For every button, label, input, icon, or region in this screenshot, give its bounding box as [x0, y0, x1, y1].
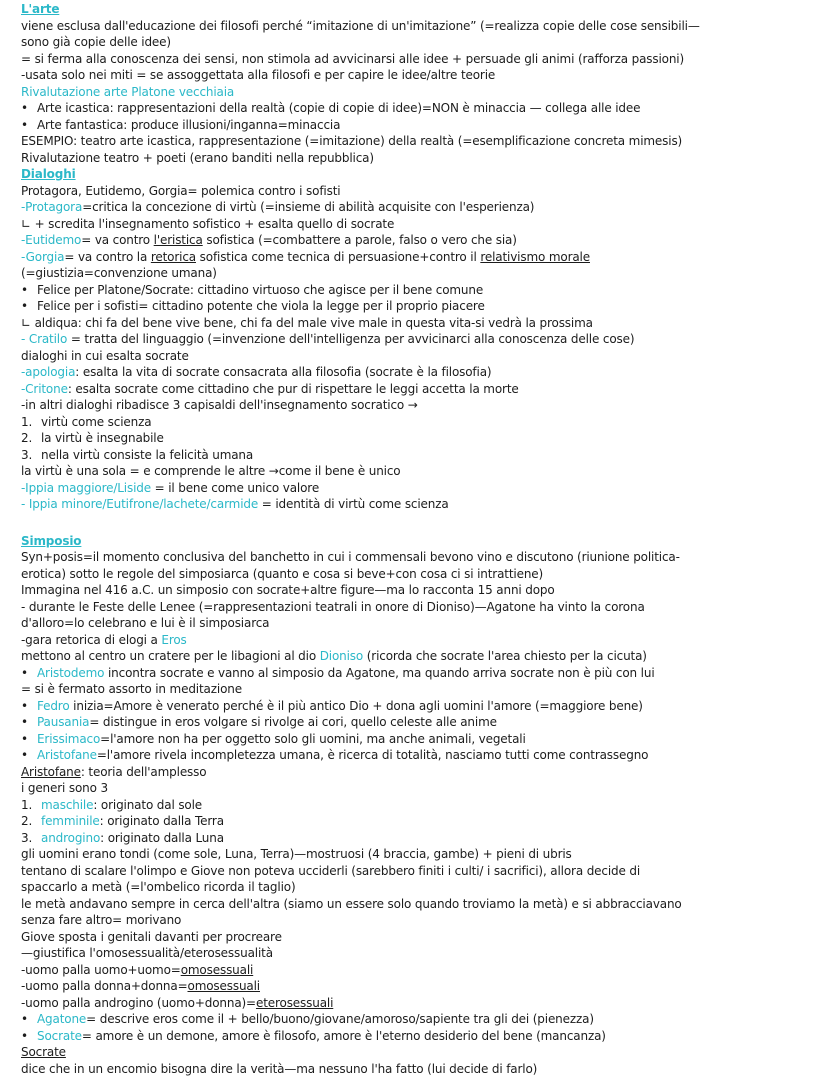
note-text: tentano di scalare l'olimpo e Giove non poteva ucciderli (sarebbero finiti i culti/ i sacrifici), allora decide di — [21, 863, 641, 878]
note-text: : teoria dell'amplesso — [80, 764, 207, 779]
highlighted-term: -Ippia maggiore/Liside — [21, 480, 151, 495]
highlighted-term: -Eutidemo — [21, 233, 82, 247]
note-line — [21, 166, 814, 183]
note-line — [21, 364, 814, 381]
note-text: Aristofane — [21, 764, 81, 779]
bullet-marker: • — [21, 117, 28, 132]
note-line — [21, 747, 814, 764]
note-line — [21, 995, 814, 1012]
note-text: : esalta la vita di socrate consacrata alla filosofia (socrate è la filosofia) — [75, 365, 492, 379]
note-line — [21, 533, 814, 550]
note-text: ESEMPIO: teatro arte icastica, rappresentazione (=imitazione) della realtà (=esemplificazione concreta mimesis) — [21, 134, 683, 148]
note-text: (ricorda che socrate l'area chiesto per la cicuta) — [363, 649, 647, 663]
note-text: -uomo palla donna+donna= — [21, 979, 188, 993]
section-heading: Simposio — [21, 533, 82, 548]
note-text: virtù come scienza — [41, 414, 152, 429]
note-line — [21, 282, 814, 299]
note-text: = distingue in eros volgare si rivolge ai cori, quello celeste alle anime — [89, 715, 497, 729]
note-line — [21, 117, 814, 134]
section-gap — [21, 513, 814, 533]
note-line — [21, 397, 814, 414]
note-text: = amore è un demone, amore è filosofo, amore è l'eterno desiderio del bene (mancanza) — [81, 1028, 606, 1043]
note-text: incontra socrate e vanno al simposio da Agatone, ma quando arriva socrate non è più con lui — [104, 665, 655, 680]
note-text: eterosessuali — [255, 995, 334, 1010]
note-text: ∟ + screditа l'insegnamento sofistico + esalta quello di socrate — [21, 216, 395, 231]
note-text: -usata solo nei miti = se assoggettata alla filosofi e per capire le idee/altre teorie — [21, 68, 496, 82]
note-text: retorica — [150, 249, 196, 264]
note-text: Immagina nel 416 a.C. un simposio con socrate+altre figure—ma lo racconta 15 anni dopo — [21, 583, 555, 597]
note-line — [21, 549, 814, 566]
note-text: —giustifica l'omosessualità/eterosessualità — [21, 946, 273, 960]
note-text: -uomo palla androgino (uomo+donna)= — [21, 995, 256, 1010]
note-line — [21, 216, 814, 233]
note-text: nella virtù consiste la felicità umana — [41, 447, 254, 462]
note-text: -in altri dialoghi ribadisce 3 capisaldi dell'insegnamento socratico → — [21, 398, 418, 412]
note-line — [21, 1011, 814, 1028]
note-text: Socrate — [21, 1045, 66, 1059]
note-text: -uomo palla uomo+uomo= — [21, 962, 181, 977]
note-line — [21, 183, 814, 200]
note-line — [21, 1, 814, 18]
note-text: mettono al centro un cratere per le libagioni al dio — [21, 649, 320, 663]
note-line — [21, 714, 814, 731]
note-text: = va contro la — [64, 249, 151, 264]
note-line — [21, 945, 814, 962]
note-text: i generi sono 3 — [21, 781, 108, 795]
highlighted-term: femminile — [41, 814, 100, 828]
highlighted-term: Socrate — [37, 1028, 82, 1043]
note-text: Felice per i sofisti= cittadino potente che viola la legge per il proprio piacere — [37, 299, 485, 313]
note-line — [21, 150, 814, 167]
highlighted-term: Dioniso — [319, 649, 364, 663]
section-heading: Dialoghi — [21, 167, 76, 181]
bullet-marker: • — [21, 282, 28, 297]
note-line — [21, 731, 814, 748]
note-line — [21, 199, 814, 216]
note-line — [21, 830, 814, 847]
note-text: d'alloro=lo celebrano e lui è il simposiarca — [21, 616, 270, 630]
list-number: 2. — [21, 814, 33, 828]
note-line — [21, 315, 814, 332]
highlighted-term: Agatone — [37, 1012, 87, 1026]
note-line — [21, 615, 814, 632]
note-line — [21, 863, 814, 880]
note-line — [21, 447, 814, 464]
note-text: sofistica come tecnica di persuasione+contro il — [195, 249, 481, 264]
note-line — [21, 496, 814, 513]
note-text: =l'amore rivela incompletezza umana, è ricerca di totalità, nasciamo tutti come contrassegno — [96, 748, 649, 762]
highlighted-term: Pausania — [37, 715, 90, 729]
note-text: Syn+posis=il momento conclusiva del banchetto in cui i commensali bevono vino e discutono (riunione politica- — [21, 550, 680, 564]
note-line — [21, 414, 814, 431]
note-line — [21, 298, 814, 315]
note-line — [21, 665, 814, 682]
note-text: = tratta del linguaggio (=invenzione dell'intelligenza per avvicinarci alla conoscenza delle cose) — [67, 332, 635, 346]
note-line — [21, 1061, 814, 1078]
note-text: = si ferma alla conoscenza dei sensi, non stimola ad avvicinarsi alle idee + persuade gli animi (rafforza passioni) — [21, 51, 685, 66]
note-text: la virtù è insegnabile — [41, 431, 164, 445]
note-text: Arte fantastica: produce illusioni/inganna=minaccia — [37, 117, 341, 132]
note-text: = descrive eros come il + bello/buono/giovane/amoroso/sapiente tra gli dei (pienezza) — [86, 1012, 594, 1026]
note-line — [21, 84, 814, 101]
note-line — [21, 265, 814, 282]
note-line — [21, 962, 814, 979]
note-line — [21, 813, 814, 830]
note-text: = si è fermato assorto in meditazione — [21, 682, 242, 696]
highlighted-term: maschile — [41, 797, 94, 812]
bullet-marker: • — [21, 101, 28, 115]
highlighted-term: -Gorgia — [21, 249, 65, 264]
highlighted-term: -apologia — [21, 365, 76, 379]
list-number: 1. — [21, 797, 33, 812]
note-line — [21, 698, 814, 715]
note-line — [21, 100, 814, 117]
bullet-marker: • — [21, 665, 28, 680]
note-line — [21, 480, 814, 497]
note-line — [21, 681, 814, 698]
list-number: 3. — [21, 447, 33, 462]
highlighted-term: Fedro — [37, 698, 70, 713]
list-number: 1. — [21, 414, 33, 429]
highlighted-term: Aristofane — [37, 748, 97, 762]
note-text: omosessuali — [180, 962, 254, 977]
note-line — [21, 67, 814, 84]
note-line — [21, 430, 814, 447]
note-text: senza fare altro= morivano — [21, 913, 182, 927]
list-number: 2. — [21, 431, 33, 445]
note-line — [21, 648, 814, 665]
note-text: ∟ aldiqua: chi fa del bene vive bene, chi fa del male vive male in questa vita-si vedrà la prossima — [21, 315, 593, 330]
note-line — [21, 582, 814, 599]
note-text: dialoghi in cui esalta socrate — [21, 348, 189, 363]
note-text: =critica la concezione di virtù (=insieme di abilità acquisite con l'esperienza) — [82, 200, 535, 214]
bullet-marker: • — [21, 1028, 28, 1043]
note-text: la virtù è una sola = e comprende le altre →come il bene è unico — [21, 464, 401, 478]
note-text: inizia=Amore è venerato perché è il più antico Dio + dona agli uomini l'amore (=maggiore bene) — [69, 698, 643, 713]
list-number: 3. — [21, 830, 33, 845]
note-text: l'eristica — [153, 233, 203, 247]
note-text: = il bene come unico valore — [150, 480, 320, 495]
note-line — [21, 348, 814, 365]
note-text: : originato dal sole — [93, 797, 203, 812]
bullet-marker: • — [21, 748, 28, 762]
highlighted-term: - Ippia minore/Eutifrone/lachete/carmide — [21, 497, 259, 511]
note-text: : esalta socrate come cittadino che pur di rispettare le leggi accetta la morte — [67, 381, 519, 396]
note-text: : originato dalla Luna — [100, 830, 224, 845]
note-text: Rivalutazione teatro + poeti (erano banditi nella repubblica) — [21, 150, 374, 165]
note-line — [21, 978, 814, 995]
note-line — [21, 764, 814, 781]
note-text: (=giustizia=convenzione umana) — [21, 266, 217, 280]
bullet-marker: • — [21, 715, 28, 729]
note-text: Giove sposta i genitali davanti per procreare — [21, 929, 282, 944]
note-text: - durante le Feste delle Lenee (=rappresentazioni teatrali in onore di Dioniso)—Agatone ha vinto la corona — [21, 599, 645, 614]
note-text: dice che in un encomio bisogna dire la verità—ma nessuno l'ha fatto (lui decide di farlo) — [21, 1061, 538, 1076]
highlighted-term: Erissimaco — [37, 731, 101, 746]
note-text: le metà andavano sempre in cerca dell'altra (siamo un essere solo quando troviamo la metà) e si abbracciavano — [21, 896, 682, 911]
note-line — [21, 780, 814, 797]
note-text: gli uomini erano tondi (come sole, Luna, Terra)—mostruosi (4 braccia, gambe) + pieni di ubris — [21, 847, 572, 861]
note-text: erotica) sotto le regole del simposiarca (quanto e cosa si beve+con cosa ci si intrattiene) — [21, 566, 544, 581]
note-text: Felice per Platone/Socrate: cittadino virtuoso che agisce per il bene comune — [37, 282, 484, 297]
note-text: : originato dalla Terra — [99, 814, 224, 828]
note-line — [21, 34, 814, 51]
highlighted-term: -Protagora — [21, 200, 83, 214]
note-text: sofistica (=combattere a parole, falso o vero che sia) — [202, 233, 517, 247]
note-line — [21, 249, 814, 266]
note-text: viene esclusa dall'educazione dei filosofi perché “imitazione di un'imitazione” (=realizza copie delle cose sensibili— — [21, 18, 700, 33]
note-line — [21, 566, 814, 583]
note-line — [21, 912, 814, 929]
note-text: -gara retorica di elogi a — [21, 632, 162, 647]
note-line — [21, 797, 814, 814]
highlighted-term: Rivalutazione arte Platone vecchiaia — [21, 84, 235, 99]
note-line — [21, 463, 814, 480]
note-line — [21, 929, 814, 946]
note-line — [21, 18, 814, 35]
note-line — [21, 846, 814, 863]
note-text: omosessuali — [187, 979, 260, 993]
note-line — [21, 879, 814, 896]
note-text: Arte icastica: rappresentazioni della realtà (copie di copie di idee)=NON è minaccia — collega alle idee — [37, 101, 641, 115]
note-text: relativismo morale — [480, 249, 590, 264]
note-line — [21, 632, 814, 649]
note-line — [21, 1044, 814, 1061]
bullet-marker: • — [21, 1012, 28, 1026]
note-text: Protagora, Eutidemo, Gorgia= polemica contro i sofisti — [21, 183, 341, 198]
note-text: =l'amore non ha per oggetto solo gli uomini, ma anche animali, vegetali — [100, 731, 526, 746]
note-line — [21, 51, 814, 68]
highlighted-term: -Critone — [21, 381, 68, 396]
note-text: spaccarlo a metà (=l'ombelico ricorda il taglio) — [21, 880, 296, 894]
highlighted-term: Aristodemo — [37, 665, 105, 680]
note-line — [21, 232, 814, 249]
note-line — [21, 896, 814, 913]
note-text: sono già copie delle idee) — [21, 35, 171, 49]
note-line — [21, 133, 814, 150]
highlighted-term: androgino — [41, 830, 101, 845]
note-line — [21, 381, 814, 398]
note-text: = identità di virtù come scienza — [258, 497, 449, 511]
highlighted-term: Eros — [161, 632, 187, 647]
highlighted-term: - Cratilo — [21, 332, 68, 346]
note-line — [21, 1028, 814, 1045]
section-heading: L'arte — [21, 2, 60, 16]
bullet-marker: • — [21, 299, 28, 313]
note-text: = va contro — [81, 233, 154, 247]
bullet-marker: • — [21, 698, 28, 713]
note-line — [21, 599, 814, 616]
bullet-marker: • — [21, 731, 28, 746]
note-line — [21, 331, 814, 348]
